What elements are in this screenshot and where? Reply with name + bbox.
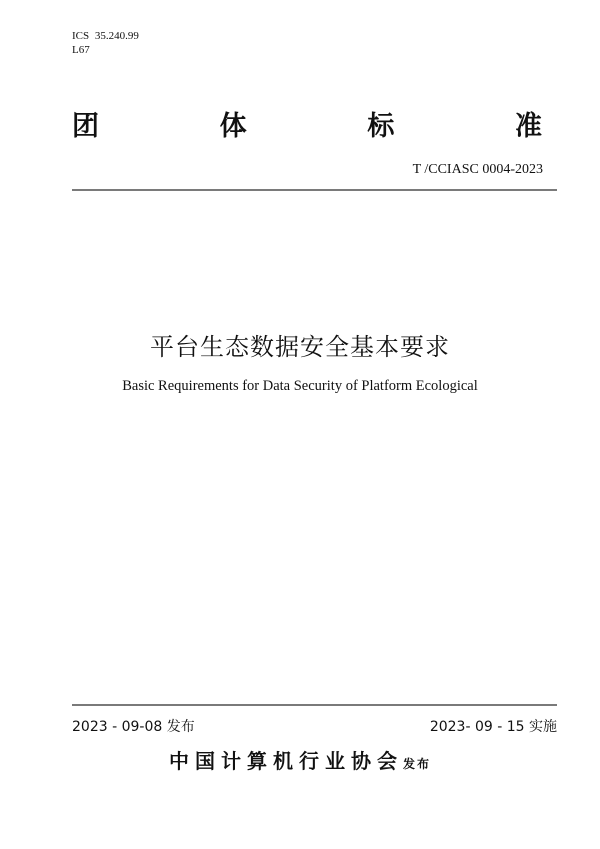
classification-codes <box>72 29 139 57</box>
category-char-3: 标 <box>367 111 395 142</box>
category-char-1: 团 <box>72 111 99 142</box>
top-divider <box>72 189 557 191</box>
bottom-divider <box>72 704 557 706</box>
implementation-date: 2023- 09 - 15 实施 <box>429 719 557 735</box>
ccs-code: L67 <box>72 44 90 56</box>
publisher-organization: 中国计算机行业协会 <box>168 749 403 773</box>
publisher-suffix: 发布 <box>402 757 431 771</box>
category-char-4: 准 <box>514 111 542 142</box>
ics-code: ICS 35.240.99 <box>72 30 139 42</box>
document-title-chinese: 平台生态数据安全基本要求 <box>150 333 450 361</box>
category-char-2: 体 <box>219 111 247 142</box>
standard-number: T /CCIASC 0004-2023 <box>412 162 543 177</box>
publisher-line <box>0 745 600 774</box>
document-title-english: Basic Requirements for Data Security of Platform Ecological <box>122 378 478 394</box>
publish-date: 2023 - 09-08 发布 <box>72 719 195 735</box>
standard-category-heading <box>72 111 542 143</box>
